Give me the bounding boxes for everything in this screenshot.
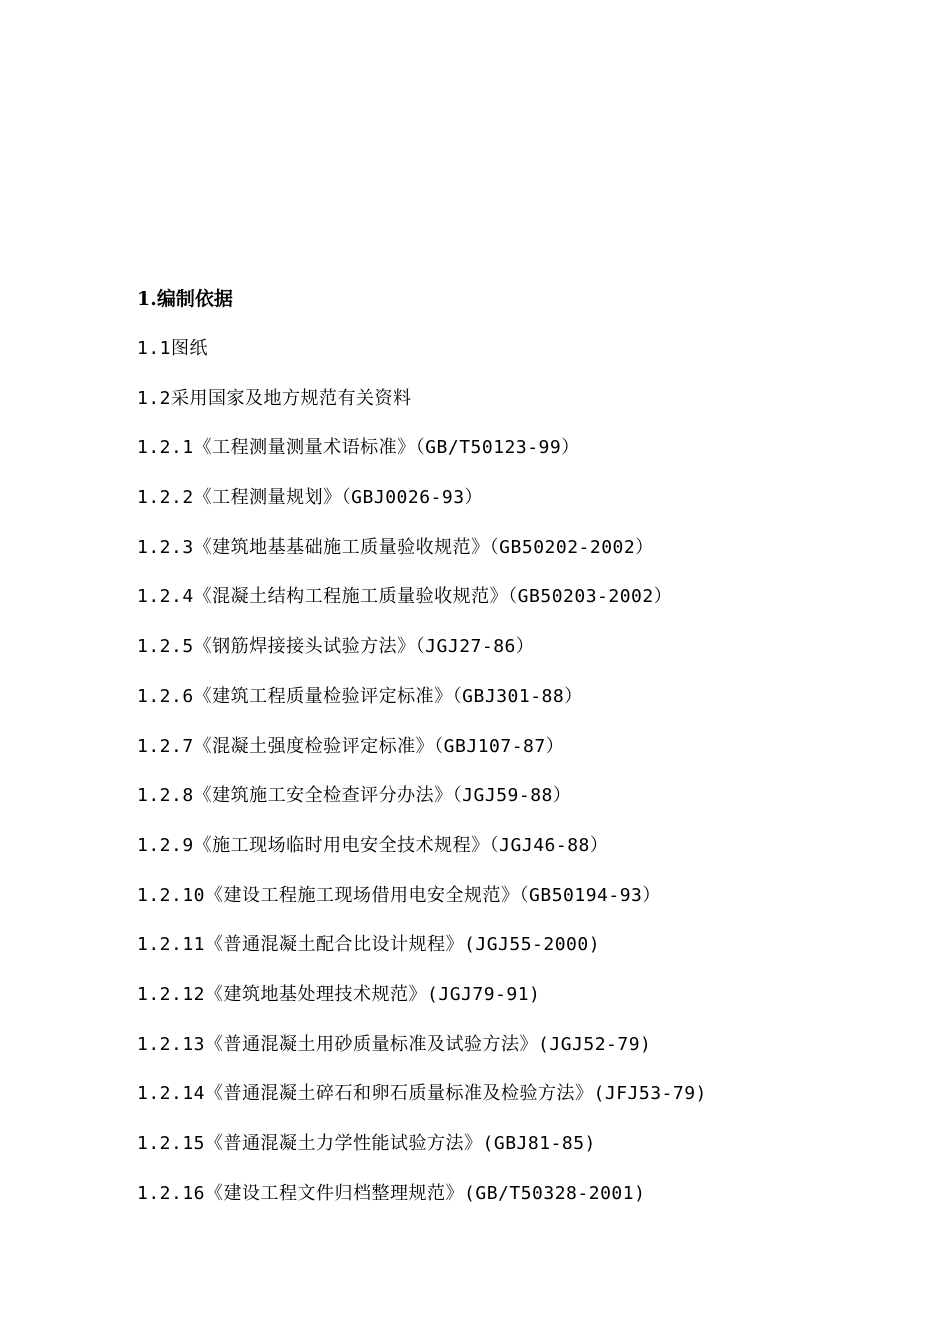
list-item: 1.2.14《普通混凝土碎石和卵石质量标准及检验方法》(JFJ53-79) [137,1083,707,1105]
section-heading: 1.编制依据 [137,288,233,310]
list-item: 1.2.6《建筑工程质量检验评定标准》（GBJ301-88） [137,685,583,707]
list-item: 1.2.9《施工现场临时用电安全技术规程》（JGJ46-88） [137,834,609,856]
list-item: 1.2.15《普通混凝土力学性能试验方法》(GBJ81-85) [137,1133,596,1154]
list-item: 1.1图纸 [137,338,209,359]
list-item: 1.2.13《普通混凝土用砂质量标准及试验方法》(JGJ52-79) [137,1033,652,1055]
document-body [137,282,917,1226]
list-item: 1.2.10《建设工程施工现场借用电安全规范》（GB50194-93） [137,884,661,906]
list-item: 1.2采用国家及地方规范有关资料 [137,387,412,409]
list-item: 1.2.11《普通混凝土配合比设计规程》(JGJ55-2000) [137,934,601,956]
list-item: 1.2.16《建设工程文件归档整理规范》(GB/T50328-2001) [137,1182,646,1204]
list-item: 1.2.5《钢筋焊接接头试验方法》（JGJ27-86） [137,636,535,658]
list-item: 1.2.12《建筑地基处理技术规范》(JGJ79-91) [137,983,541,1005]
list-item: 1.2.1《工程测量测量术语标准》（GB/T50123-99） [137,437,580,459]
list-item: 1.2.8《建筑施工安全检查评分办法》（JGJ59-88） [137,785,572,807]
list-item: 1.2.2《工程测量规划》（GBJ0026-93） [137,487,484,509]
list-item: 1.2.7《混凝土强度检验评定标准》（GBJ107-87） [137,735,565,757]
list-item: 1.2.4《混凝土结构工程施工质量验收规范》（GB50203-2002） [137,586,673,608]
list-item: 1.2.3《建筑地基基础施工质量验收规范》（GB50202-2002） [137,536,654,558]
